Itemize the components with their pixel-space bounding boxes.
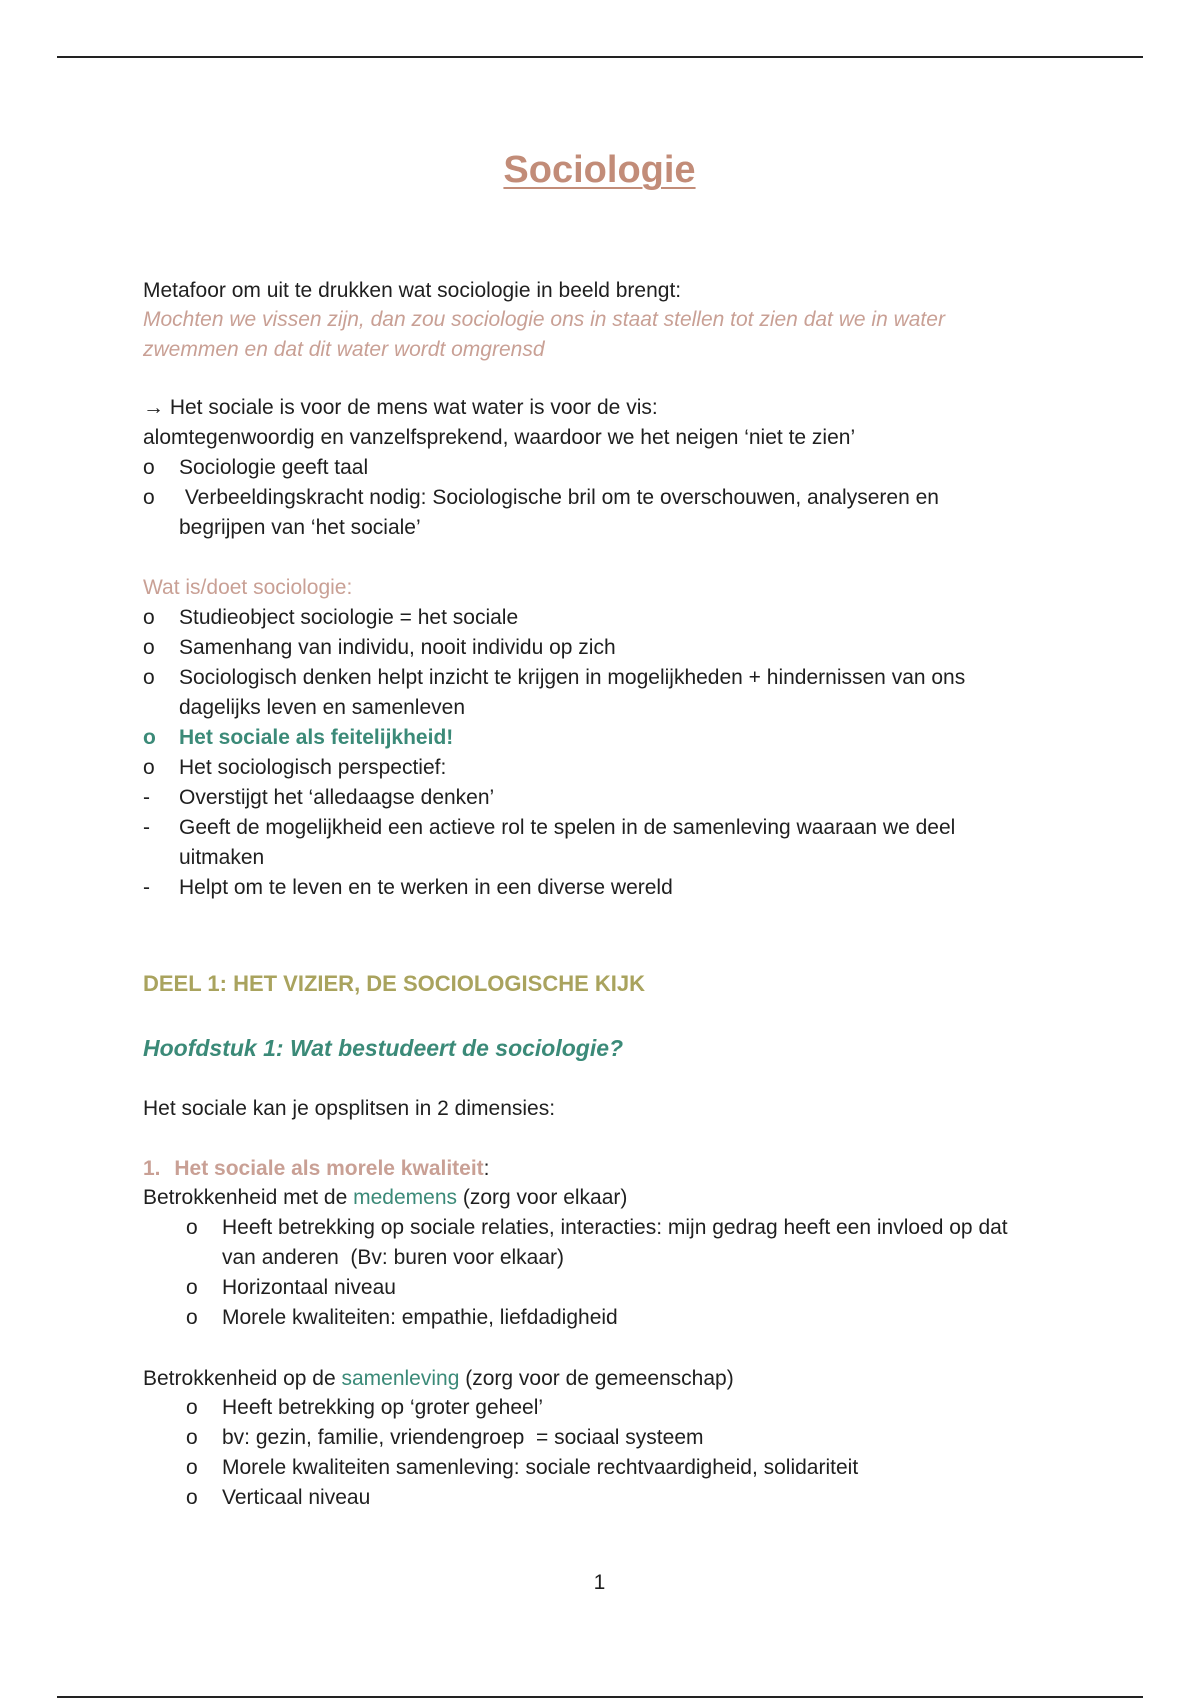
list-item-text-cont: van anderen (Bv: buren voor elkaar) [222, 1246, 565, 1269]
bullet-marker: o [186, 1276, 198, 1299]
bullet-marker: o [143, 756, 155, 779]
samenleving-post: (zorg voor de gemeenschap) [459, 1367, 734, 1390]
arrow-statement-cont: alomtegenwoordig en vanzelfsprekend, waardoor we het neigen ‘niet te zien’ [143, 426, 856, 449]
samenleving-pre: Betrokkenheid op de [143, 1367, 342, 1390]
part-heading: DEEL 1: HET VIZIER, DE SOCIOLOGISCHE KIJK [143, 971, 646, 996]
list-item [143, 873, 1083, 903]
bullet-marker: o [186, 1486, 198, 1509]
list-item [143, 483, 1083, 543]
list-item-text: Het sociale als feitelijkheid! [179, 726, 454, 749]
list-item-text: Horizontaal niveau [222, 1276, 396, 1299]
list-item [143, 813, 1083, 873]
list-item [143, 1423, 1103, 1453]
metaphor-quote-line-2: zwemmen en dat dit water wordt omgrensd [143, 338, 545, 361]
bullet-marker: o [143, 606, 155, 629]
bullet-marker: o [143, 486, 155, 509]
bullet-marker: o [186, 1306, 198, 1329]
intro-lead: Metafoor om uit te drukken wat sociologie in beeld brengt: [143, 279, 682, 302]
header-rule [57, 56, 1143, 58]
page-number: 1 [593, 1571, 606, 1594]
list-item-text: Het sociologisch perspectief: [179, 756, 447, 779]
medemens-keyword: medemens [353, 1186, 458, 1209]
list-item-text: Helpt om te leven en te werken in een diverse wereld [179, 876, 673, 899]
metaphor-quote-line-1: Mochten we vissen zijn, dan zou sociologie ons in staat stellen tot zien dat we in water [143, 308, 945, 331]
bullet-marker: o [186, 1216, 198, 1239]
section-number: 1. [143, 1157, 161, 1180]
chapter-heading: Hoofdstuk 1: Wat bestudeert de sociologie? [143, 1035, 624, 1061]
list-item-text-cont: uitmaken [179, 846, 265, 869]
bullet-marker: o [143, 456, 155, 479]
samenleving-line [143, 1364, 734, 1394]
samenleving-keyword: samenleving [341, 1367, 460, 1390]
list-item-text: Studieobject sociologie = het sociale [179, 606, 519, 629]
list-item-text: Sociologisch denken helpt inzicht te krijgen in mogelijkheden + hindernissen van ons [179, 666, 966, 689]
list-item-text: Verbeeldingskracht nodig: Sociologische bril om te overschouwen, analyseren en [179, 486, 939, 509]
list-item-text: Geeft de mogelijkheid een actieve rol te spelen in de samenleving waaraan we deel [179, 816, 956, 839]
list-item [143, 1213, 1103, 1273]
footer-rule [57, 1696, 1143, 1698]
list-item [143, 1303, 1103, 1333]
list-item [143, 663, 1083, 723]
section-colon: : [483, 1157, 490, 1180]
arrow-statement: → Het sociale is voor de mens wat water is voor de vis: [143, 396, 658, 419]
page-title: Sociologie [503, 149, 696, 191]
section-heading-wat-is: Wat is/doet sociologie: [143, 576, 353, 599]
list-item-text-cont: begrijpen van ‘het sociale’ [179, 516, 421, 539]
list-item-highlight [143, 723, 1083, 753]
wat-is-list [143, 603, 1083, 903]
list-item-text: Sociologie geeft taal [179, 456, 369, 479]
list-item [143, 1273, 1103, 1303]
list-item-text-cont: dagelijks leven en samenleven [179, 696, 466, 719]
list-item-text: Morele kwaliteiten samenleving: sociale rechtvaardigheid, solidariteit [222, 1456, 859, 1479]
medemens-pre: Betrokkenheid met de [143, 1186, 354, 1209]
bullet-marker: o [143, 636, 155, 659]
list-item-text: bv: gezin, familie, vriendengroep = sociaal systeem [222, 1426, 704, 1449]
list-item [143, 783, 1083, 813]
medemens-post: (zorg voor elkaar) [457, 1186, 628, 1209]
medemens-line [143, 1183, 627, 1213]
bullet-marker: o [186, 1456, 198, 1479]
list-item [143, 633, 1083, 663]
list-item [143, 603, 1083, 633]
bullet-marker: o [186, 1426, 198, 1449]
list-item [143, 753, 1083, 783]
dash-marker: - [143, 816, 150, 839]
dash-marker: - [143, 876, 150, 899]
dimensions-intro: Het sociale kan je opsplitsen in 2 dimensies: [143, 1097, 556, 1120]
list-item-text: Verticaal niveau [222, 1486, 371, 1509]
bullet-marker: o [143, 726, 156, 749]
list-item [143, 1453, 1103, 1483]
list-item-text: Heeft betrekking op sociale relaties, interacties: mijn gedrag heeft een invloed op dat [222, 1216, 1008, 1239]
list-item-text: Heeft betrekking op ‘groter geheel’ [222, 1396, 544, 1419]
samenleving-list [143, 1393, 1103, 1513]
medemens-list [143, 1213, 1103, 1333]
bullet-marker: o [186, 1396, 198, 1419]
list-item [143, 1393, 1103, 1423]
section-label: Het sociale als morele kwaliteit [174, 1157, 484, 1180]
list-item [143, 1483, 1103, 1513]
bullet-marker: o [143, 666, 155, 689]
list-item-text: Overstijgt het ‘alledaagse denken’ [179, 786, 495, 809]
dash-marker: - [143, 786, 150, 809]
section-1-heading [143, 1154, 490, 1184]
list-item-text: Morele kwaliteiten: empathie, liefdadigheid [222, 1306, 618, 1329]
list-item-text: Samenhang van individu, nooit individu op zich [179, 636, 616, 659]
